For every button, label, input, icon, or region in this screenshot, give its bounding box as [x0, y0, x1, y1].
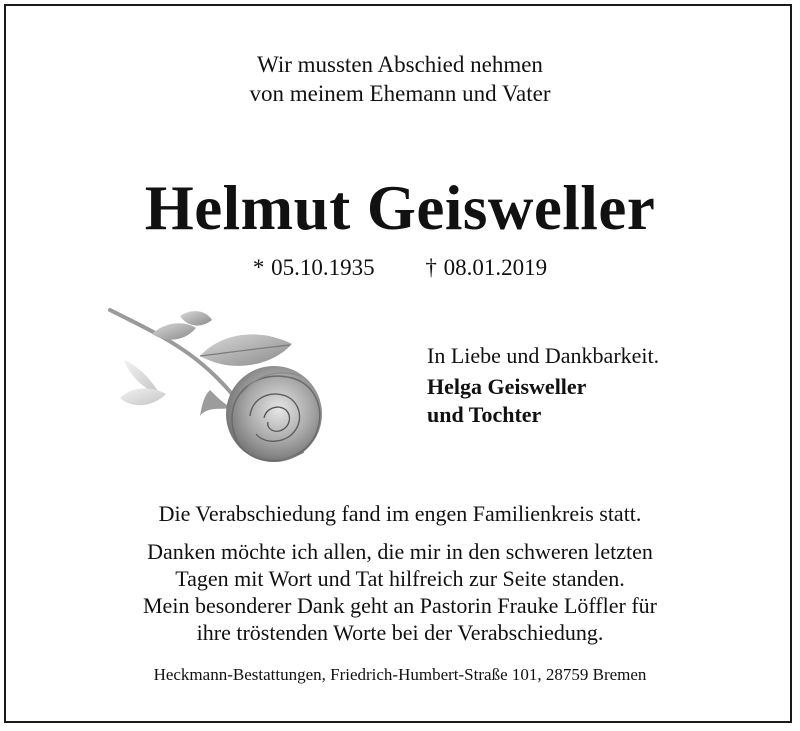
- life-dates: [0, 254, 800, 282]
- family-signature: [427, 342, 767, 429]
- gratitude-text: [0, 538, 800, 646]
- death-date: † 08.01.2019: [425, 255, 548, 280]
- rose-icon: [92, 298, 342, 470]
- deceased-name: Helmut Geisweller: [144, 173, 656, 243]
- family-name-line-1: Helga Geisweller: [427, 374, 587, 399]
- funeral-home-footer: Heckmann-Bestattungen, Friedrich-Humbert-Straße 101, 28759 Bremen: [153, 665, 647, 684]
- family-name-line-2: und Tochter: [427, 402, 542, 427]
- gratitude-line-4: ihre tröstenden Worte bei der Verabschiedung.: [196, 620, 604, 645]
- gratitude-line-1: Danken möchte ich allen, die mir in den schweren letzten: [147, 539, 653, 564]
- intro-line-1: Wir mussten Abschied nehmen: [257, 52, 543, 77]
- farewell-notice: Die Verabschiedung fand im engen Familienkreis statt.: [158, 501, 642, 526]
- gratitude-line-2: Tagen mit Wort und Tat hilfreich zur Seite standen.: [175, 566, 625, 591]
- family-names: [427, 373, 767, 429]
- thanks-line: In Liebe und Dankbarkeit.: [427, 343, 660, 368]
- birth-date: * 05.10.1935: [252, 255, 375, 280]
- gratitude-line-3: Mein besonderer Dank geht an Pastorin Frauke Löffler für: [143, 593, 657, 618]
- intro-line-2: von meinem Ehemann und Vater: [249, 81, 551, 106]
- intro-text: [0, 50, 800, 108]
